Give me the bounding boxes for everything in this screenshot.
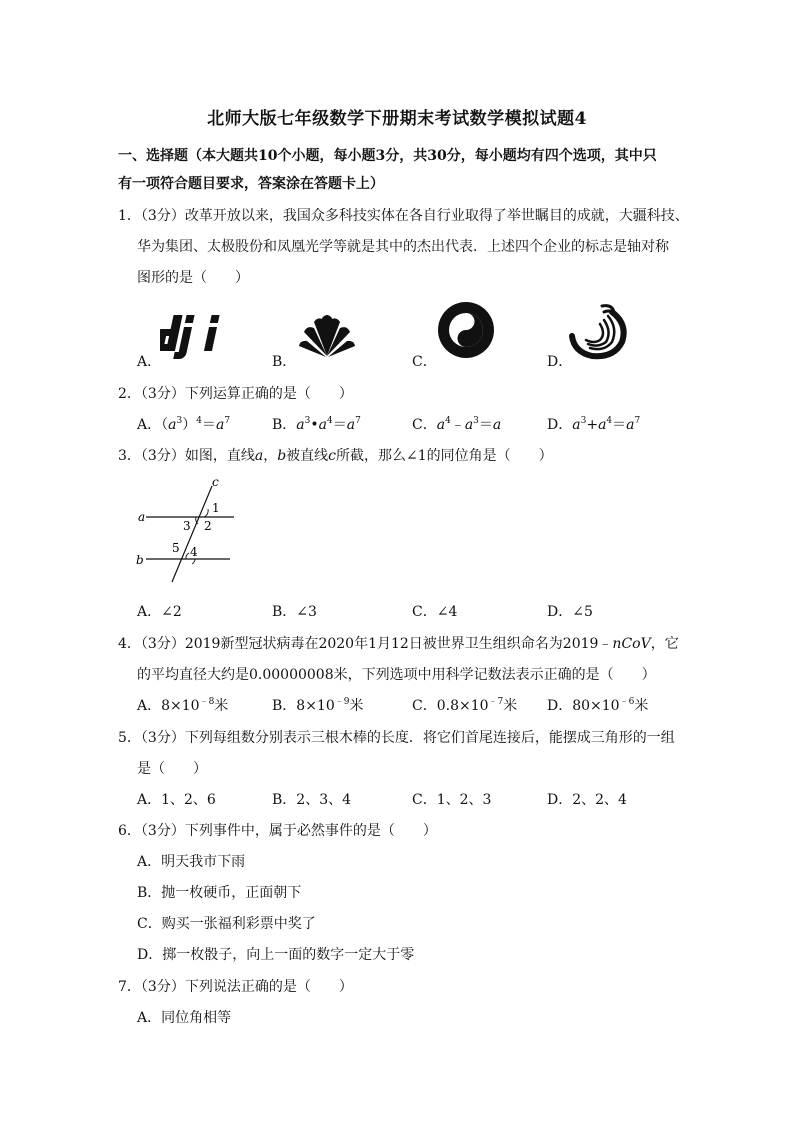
taiji-logo xyxy=(437,301,495,359)
q3-option-a: A．∠2 xyxy=(137,604,182,620)
q3-stem: 3．（3分）如图，直线a，b被直线c所截，那么∠1的同位角是（ ） xyxy=(118,448,553,464)
q4-option-b: B．$8\times 10^{﹣9}$米 xyxy=(272,697,364,714)
page-title: 北师大版七年级数学下册期末考试数学模拟试题4 xyxy=(207,109,587,129)
q1-stem-line-2: 华为集团、太极股份和凤凰光学等就是其中的杰出代表．上述四个企业的标志是轴对称 xyxy=(137,239,669,255)
q1-stem-line-1: 1．（3分）改革开放以来，我国众多科技实体在各自行业取得了举世瞩目的成就，大疆科技、 xyxy=(118,208,689,224)
q4-stem-line-2: 的平均直径大约是0.00000008米，下列选项中用科学记数法表示正确的是（ ） xyxy=(137,667,656,683)
phoenix-logo xyxy=(568,302,630,360)
q4-option-d: D．$80\times 10^{﹣6}$米 xyxy=(547,697,649,714)
q6-stem: 6．（3分）下列事件中，属于必然事件的是（ ） xyxy=(118,823,437,839)
q6-option-b: B．抛一枚硬币，正面朝下 xyxy=(137,885,302,901)
q5-option-d: D．2、2、4 xyxy=(547,792,627,808)
q1-option-d: D． xyxy=(547,354,573,370)
q2-option-a: A．$(a^3)^4=a^7$ xyxy=(137,416,231,433)
q2-stem: 2．（3分）下列运算正确的是（ ） xyxy=(118,386,353,402)
q2-option-c: C．$a^4﹣a^3=a$ xyxy=(412,416,502,433)
q4-stem-line-1: 4．（3分）2019新型冠状病毒在2020年1月12日被世界卫生组织命名为2019﹣nCoV，它 xyxy=(118,636,679,652)
q7-stem: 7．（3分）下列说法正确的是（ ） xyxy=(118,979,353,995)
section-header-line-2: 有一项符合题目要求，答案涂在答题卡上） xyxy=(118,176,384,192)
q2-option-d: D．$a^3+a^4=a^7$ xyxy=(547,416,641,433)
q3-option-b: B．∠3 xyxy=(272,604,317,620)
dji-logo xyxy=(160,313,236,359)
label-1: 1 xyxy=(212,501,220,515)
q1-option-c: C． xyxy=(412,354,437,370)
label-2: 2 xyxy=(204,519,212,533)
section-header-line-1: 一、选择题（本大题共10个小题，每小题3分，共30分，每小题均有四个选项，其中只 xyxy=(118,148,657,164)
q3-figure xyxy=(132,474,242,586)
q7-option-a: A．同位角相等 xyxy=(137,1010,232,1026)
q5-stem-line-2: 是（ ） xyxy=(137,761,207,777)
q1-option-a: A． xyxy=(137,354,162,370)
q6-option-a: A．明天我市下雨 xyxy=(137,854,246,870)
q2-option-b: B．$a^3•a^4=a^7$ xyxy=(272,416,361,433)
label-c: c xyxy=(212,475,219,489)
q5-option-a: A．1、2、6 xyxy=(137,792,216,808)
q5-stem-line-1: 5．（3分）下列每组数分别表示三根木棒的长度．将它们首尾连接后，能摆成三角形的一组 xyxy=(118,730,675,746)
q6-option-c: C．购买一张福利彩票中奖了 xyxy=(137,916,316,932)
q4-option-c: C．$0.8\times 10^{﹣7}$米 xyxy=(412,697,518,714)
q1-option-b: B． xyxy=(272,354,297,370)
label-5: 5 xyxy=(172,541,180,555)
q4-option-a: A．$8\times 10^{﹣8}$米 xyxy=(137,697,229,714)
label-b: b xyxy=(136,553,144,567)
line-c xyxy=(172,486,212,582)
q5-option-c: C．1、2、3 xyxy=(412,792,492,808)
label-3: 3 xyxy=(183,519,191,533)
label-4: 4 xyxy=(190,545,198,559)
q6-option-d: D．掷一枚骰子，向上一面的数字一定大于零 xyxy=(137,947,415,963)
q3-option-d: D．∠5 xyxy=(547,604,593,620)
q5-option-b: B．2、3、4 xyxy=(272,792,352,808)
huawei-logo xyxy=(298,310,356,358)
label-a: a xyxy=(138,510,146,524)
q3-option-c: C．∠4 xyxy=(412,604,458,620)
section-header xyxy=(118,142,678,198)
q1-stem-line-3: 图形的是（ ） xyxy=(137,270,249,286)
